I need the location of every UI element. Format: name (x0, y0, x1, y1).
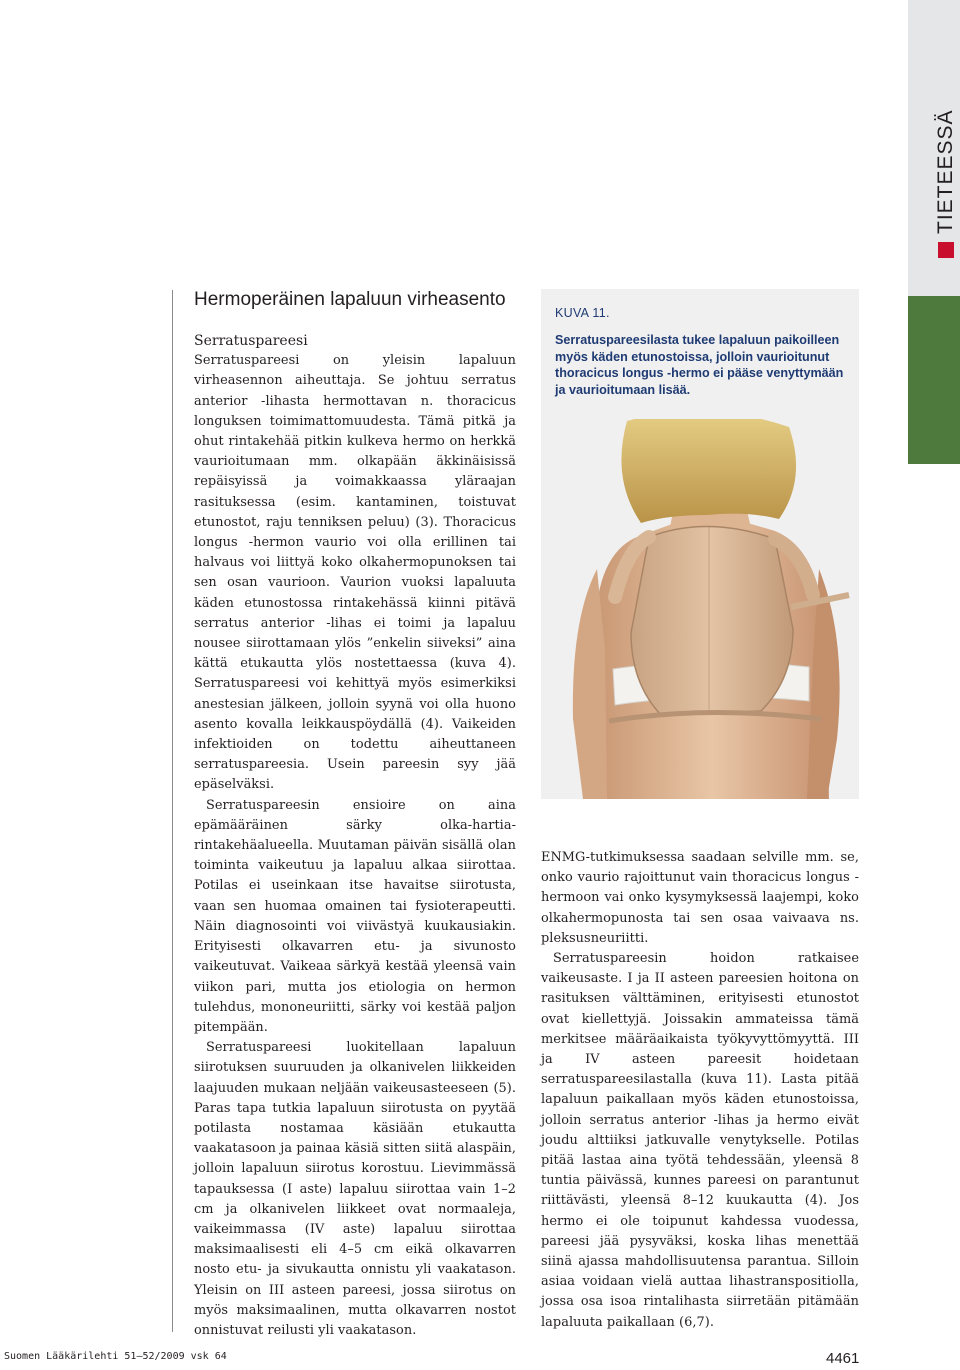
figure-box (541, 289, 859, 799)
figure-caption: Serratuspareesilasta tukee lapaluun paikoilleen myös käden etunostoissa, jolloin vaurioitunut thoracicus longus -hermo ei pääse venyttymään ja vaurioitumaan lisää. (555, 333, 844, 397)
section-label: TIETEESSÄ (934, 109, 957, 234)
article-subheading: Serratuspareesi (194, 333, 308, 349)
section-marker-square (938, 242, 954, 258)
column-rule (172, 290, 173, 1332)
side-tab-color-block (908, 296, 960, 464)
right-column (541, 848, 859, 1333)
paragraph: Serratuspareesi on yleisin lapaluun virheasennon aiheuttaja. Se johtuu serratus anterior -lihasta hermottavan n. thoracicus longuksen toimimattomuudesta. Tämä pitkä ja ohut rintakehää pitkin kulkeva hermo on herkkä vaurioitumaan mm. olkapään äkkinäisissä repäisyissä ja voimakkaassa yläraajan rasituksessa (esim. kantaminen, toistuvat etunostot, raju tenniksen peluu) (3). Thoracicus longus -hermon vaurio voi olla erillinen tai halvaus voi liittyä koko olkahermopunoksen tai sen osan vaurioon. Vaurion vuoksi lapaluuta käden etunostossa rintakehässä kiinni pitävä serratus anterior -lihas ei toimi ja lapaluu nousee siirottamaan ylös ”enkelin siiveksi” aina kättä etukautta ylös nostettaessa (kuva 4). Serratuspareesi voi kehittyä myös esimerkiksi anestesian jälkeen, jolloin syynä voi olla huono asento kovalla leikkauspöydällä (4). Vaikeiden infektioiden on todettu aiheuttaneen serratuspareesia. Usein pareesin syy jää epäselväksi. (194, 353, 516, 793)
left-column (194, 289, 516, 1341)
paragraph: Serratuspareesin hoidon ratkaisee vaikeusaste. I ja II asteen pareesien hoitona on rasituksen välttäminen, erityisesti etunostot ovat kiellettyjä. Joissakin ammateissa tämä merkitsee määräaikaista työkyvyttömyyttä. III ja IV asteen pareesit hoidetaan serratuspareesilastalla (kuva 11). Lasta pitää lapaluun paikallaan myös käden etunostoissa, jolloin serratus anterior -lihas ja hermo eivät joudu alttiiksi jatkuvalle venytykselle. Potilas pitää lastaa aina työtä tehdessään, yleensä 8 tuntia päivässä, kunnes pareesi on parantunut riittävästi, yleensä 8–12 kuukautta (4). Jos hermo ei ole toipunut kahdessa vuodessa, pareesi jää pysyväksi, koska lihas menettää siinä ajassa mahdollisuutensa parantua. Silloin asiaa voidaan vielä auttaa lihastranspositiolla, jossa osa isoa rintalihasta siirretään pitämään lapaluuta paikallaan (6,7). (541, 951, 859, 1330)
publication-footer: Suomen Lääkärilehti 51–52/2009 vsk 64 (4, 1351, 227, 1362)
section-tab (934, 109, 958, 258)
paragraph: ENMG-tutkimuksessa saadaan selville mm. se, onko vaurio rajoittunut vain thoracicus longus -hermoon vai onko kysymyksessä laajempi, koko olkahermopunosta tai sen osaa vaivaava ns. pleksusneuriitti. (541, 850, 859, 946)
figure-label: KUVA 11. (555, 306, 610, 320)
left-body-text (194, 351, 516, 1341)
paragraph: Serratuspareesi luokitellaan lapaluun siirotuksen suuruuden ja olkanivelen liikkeiden laajuuden mukaan neljään vaikeusasteeseen (5). Paras tapa tutkia lapaluun siirotusta on pyytää potilasta nostamaa käsiään etukautta vaakatasoon ja painaa käsiä sitten siitä alaspäin, jolloin lapaluun siirotus korostuu. Lievimmässä tapauksessa (I aste) lapaluu siirottaa vain 1–2 cm ja olkanivelen liikkeet ovat normaaleja, vaikeimmassa (IV aste) lapaluu siirottaa maksimaalisesti eli 4–5 cm eikä olkavarren nosto etu- ja sivukautta onnistu yli vaakatason. Yleisin on III asteen pareesi, jossa siirotus on myös maksimaalinen, mutta olkavarren nostot onnistuvat reilusti yli vaakatason. (194, 1040, 516, 1338)
paragraph: Serratuspareesin ensioire on aina epämääräinen särky olka-hartia-rintakehäalueella. Muutaman päivän sisällä olan toiminta vaikeutuu ja lapaluu alkaa siirottaa. Potilas ei useinkaan itse havaitse siirotusta, vaan sen huomaa omainen tai fysioterapeutti. Näin diagnosointi voi viivästyä kuukausiakin. Erityisesti olkavarren etu- ja sivunosto vaikeutuvat. Vaikeaa särkyä kestää yleensä vain viikon pari, mutta jos etiologia on hermon tulehdus, mononeuriitti, särky voi kestää paljon pitempään. (194, 797, 516, 1035)
page-number: 4461 (826, 1350, 860, 1367)
article-heading: Hermoperäinen lapaluun virheasento (194, 289, 506, 310)
brace-photo (557, 419, 857, 799)
